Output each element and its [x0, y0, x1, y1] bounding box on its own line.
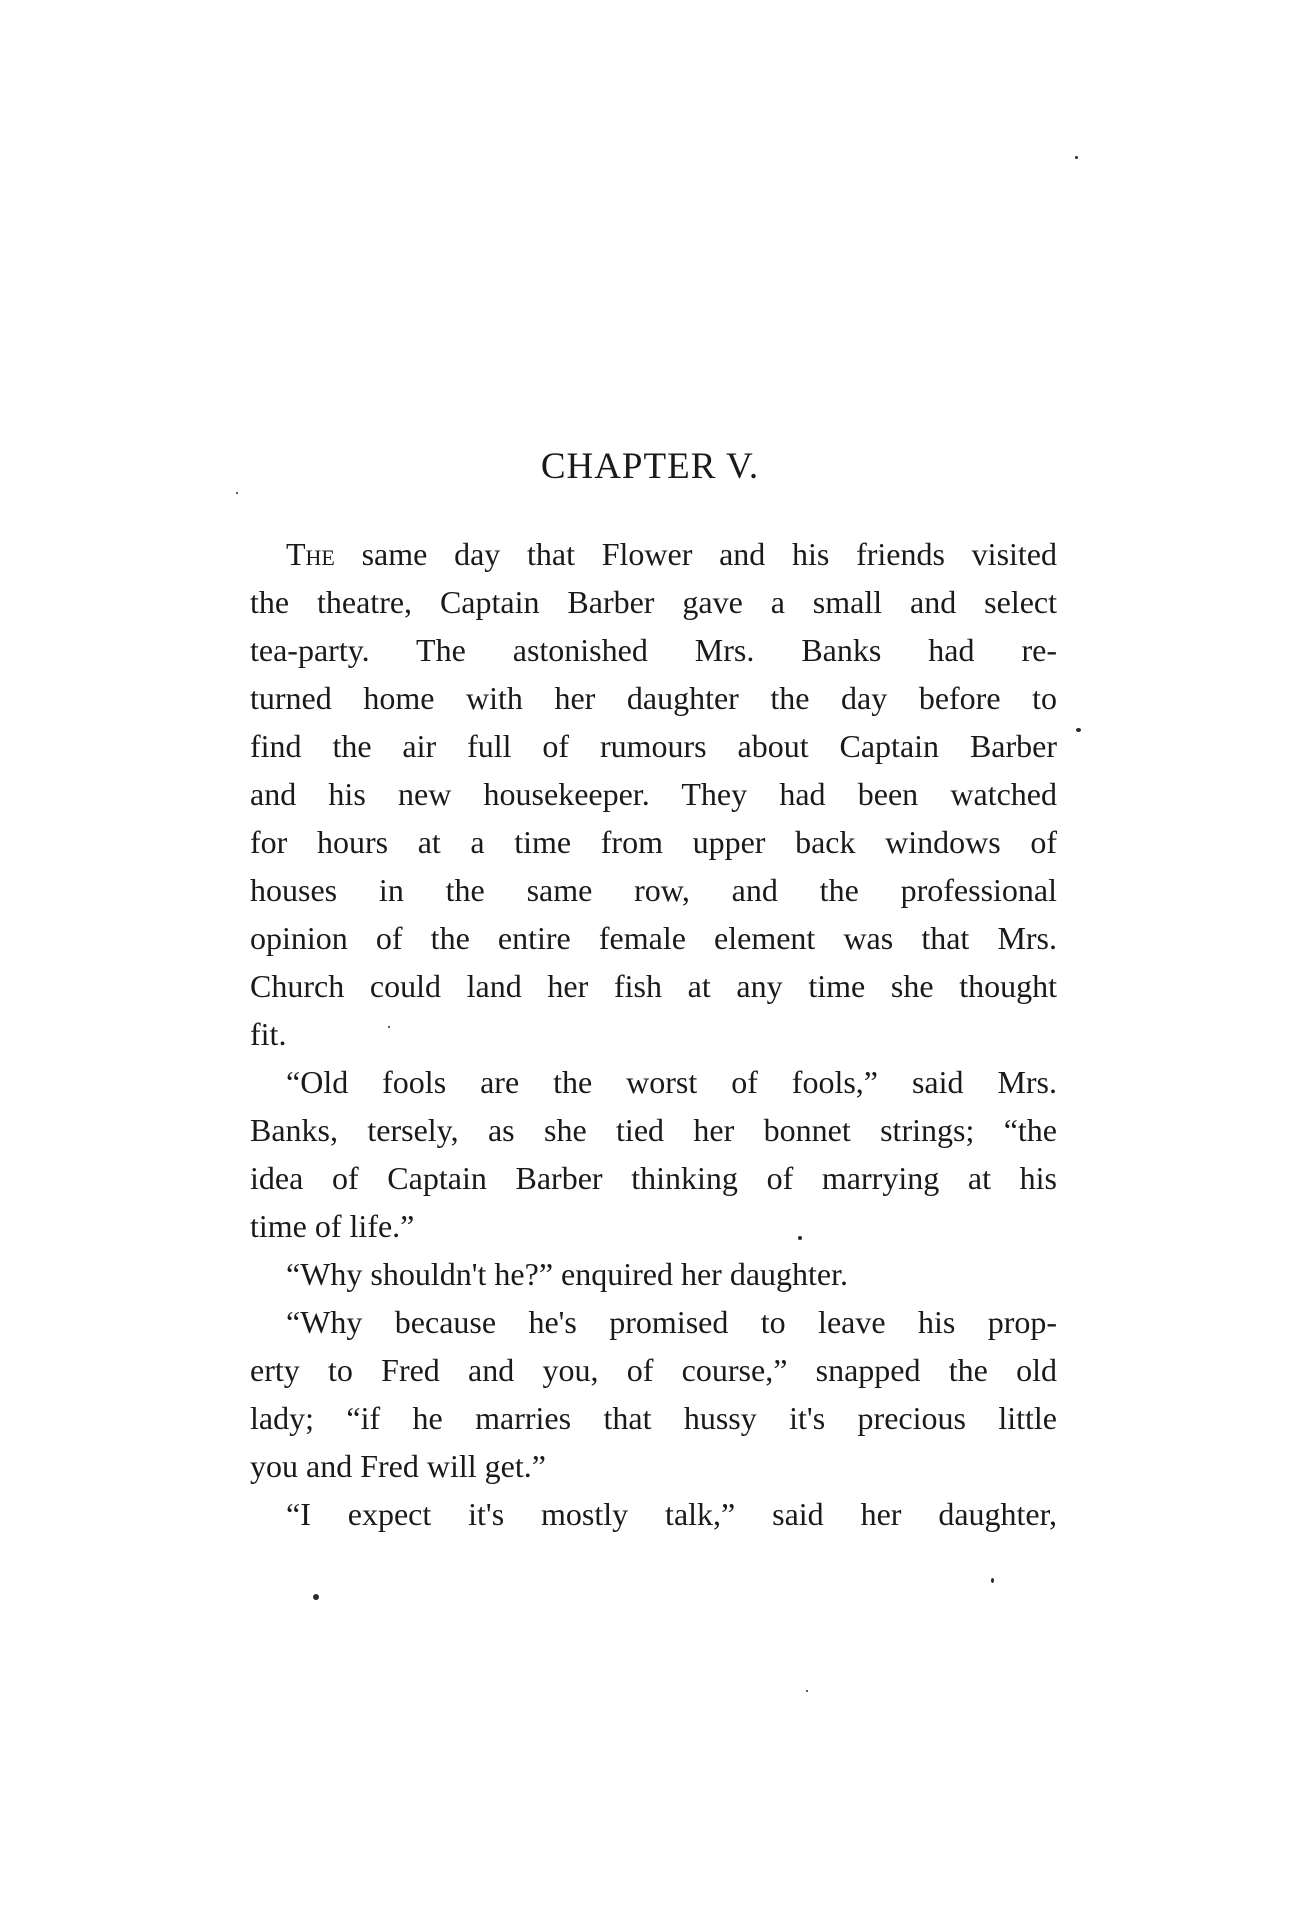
- text-line: tea-party. The astonished Mrs. Banks had re-: [250, 632, 1057, 668]
- text-line: you and Fred will get.”: [250, 1448, 546, 1484]
- text-line: houses in the same row, and the professional: [250, 872, 1057, 908]
- text-line: [250, 530, 1057, 578]
- text-line: for hours at a time from upper back windows of: [250, 824, 1057, 860]
- text-line: “Old fools are the worst of fools,” said Mrs.: [286, 1064, 1057, 1100]
- text-line: and his new housekeeper. They had been watched: [250, 776, 1057, 812]
- line-text: same day that Flower and his friends visited: [334, 536, 1057, 572]
- scan-speck: [388, 1026, 390, 1028]
- text-line: turned home with her daughter the day before to: [250, 680, 1057, 716]
- scan-speck: [236, 492, 238, 494]
- text-line: “Why shouldn't he?” enquired her daughter.: [286, 1256, 849, 1292]
- text-line: find the air full of rumours about Captain Barber: [250, 728, 1057, 764]
- drop-word: The: [286, 536, 335, 572]
- text-line: idea of Captain Barber thinking of marrying at his: [250, 1160, 1057, 1196]
- scan-speck: [1076, 728, 1081, 732]
- text-line: Church could land her fish at any time she thought: [250, 968, 1057, 1004]
- scan-speck: [1075, 156, 1078, 159]
- text-line: the theatre, Captain Barber gave a small and select: [250, 584, 1057, 620]
- scan-speck: [991, 1578, 994, 1583]
- scan-speck: [798, 1236, 802, 1240]
- text-line: Banks, tersely, as she tied her bonnet strings; “the: [250, 1112, 1057, 1148]
- text-line: “Why because he's promised to leave his prop-: [286, 1304, 1057, 1340]
- chapter-text: [250, 530, 1057, 1538]
- text-line: erty to Fred and you, of course,” snapped the old: [250, 1352, 1057, 1388]
- scan-speck: [806, 1690, 808, 1692]
- text-line: fit.: [250, 1016, 287, 1052]
- scan-speck: [313, 1594, 319, 1600]
- text-line: time of life.”: [250, 1208, 415, 1244]
- text-line: lady; “if he marries that hussy it's precious little: [250, 1400, 1057, 1436]
- text-line: opinion of the entire female element was that Mrs.: [250, 920, 1057, 956]
- chapter-heading: CHAPTER V.: [540, 446, 760, 487]
- text-line: “I expect it's mostly talk,” said her daughter,: [286, 1496, 1057, 1532]
